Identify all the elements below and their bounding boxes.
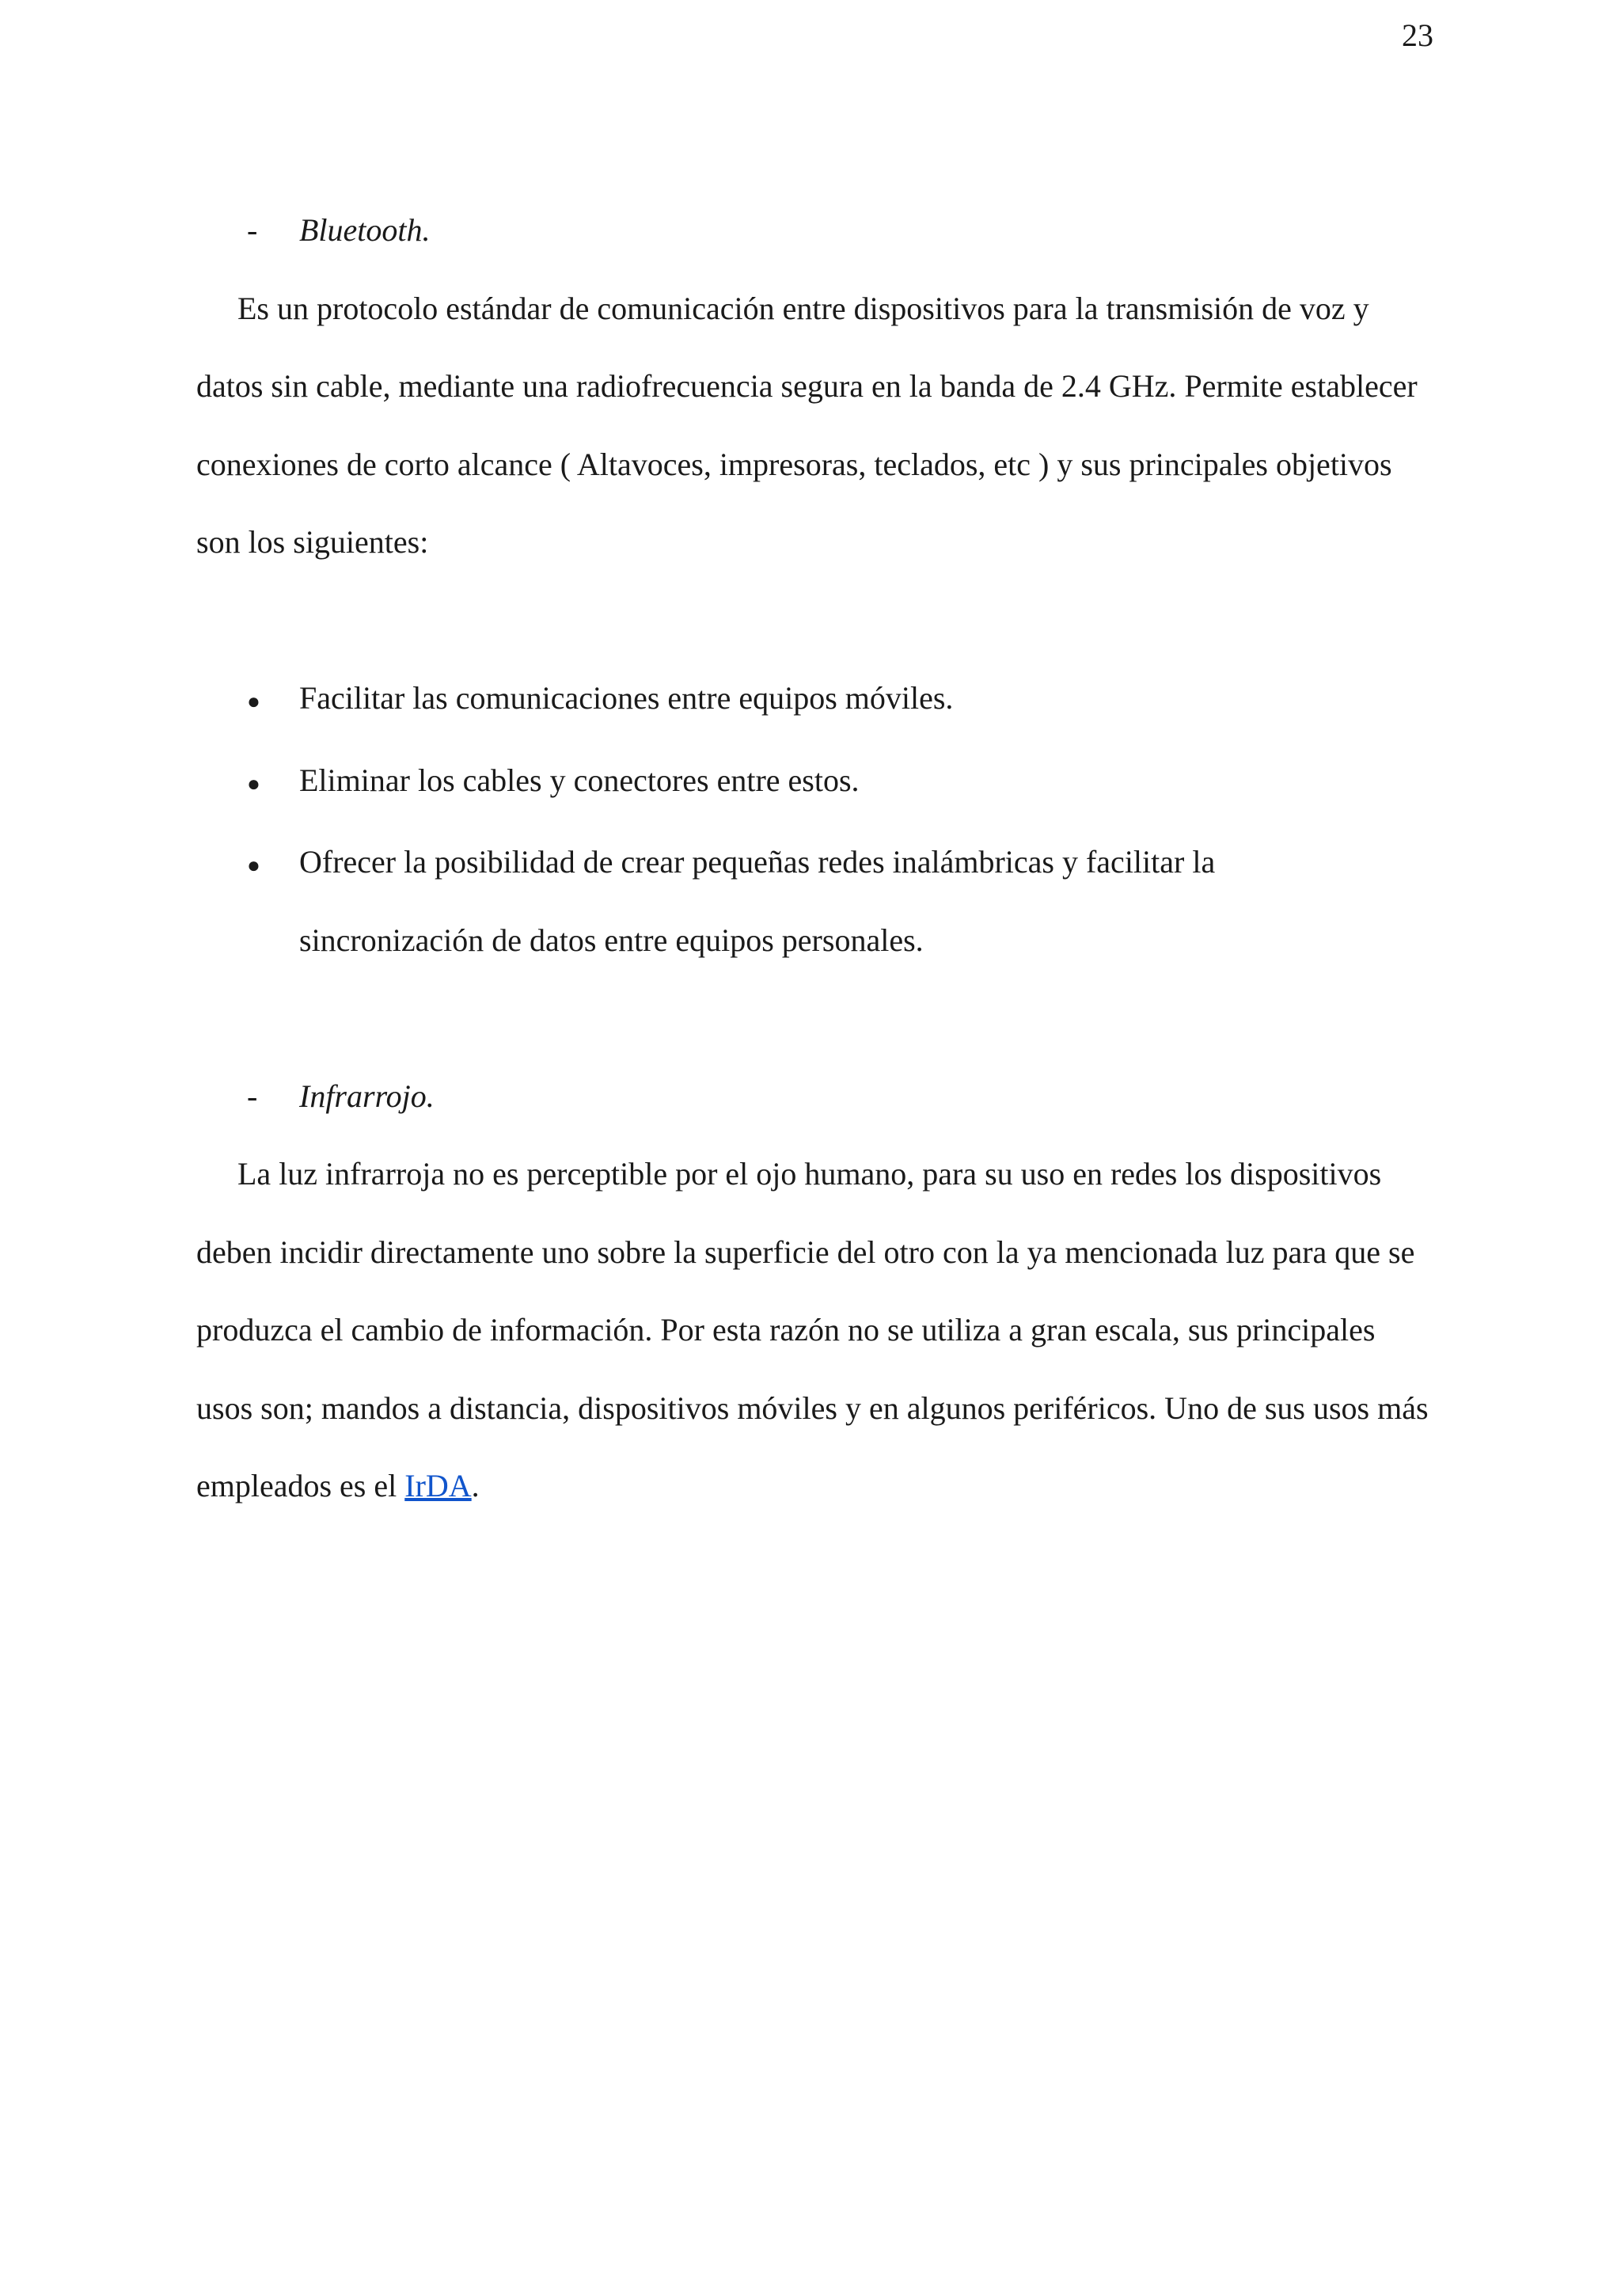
- list-item-text: Facilitar las comunicaciones entre equipos móviles.: [299, 680, 954, 716]
- bluetooth-objectives-list: [196, 660, 1433, 979]
- list-item-text: Eliminar los cables y conectores entre estos.: [299, 762, 860, 798]
- infrarrojo-heading: [196, 1058, 1433, 1136]
- infrarrojo-paragraph: [196, 1135, 1433, 1526]
- list-item-text: Ofrecer la posibilidad de crear pequeñas redes inalámbricas y facilitar la sincronización de datos entre equipos personales.: [299, 844, 1216, 958]
- spacer: [196, 979, 1433, 1058]
- irda-link[interactable]: IrDA: [404, 1468, 472, 1503]
- infrarrojo-paragraph-text: La luz infrarroja no es perceptible por el ojo humano, para su uso en redes los dispositivos deben incidir directamente uno sobre la superficie del otro con la ya mencionada luz para que se produzca el cambio de información. Por esta razón no se utiliza a gran escala, sus principales usos son; mandos a distancia, dispositivos móviles y en algunos periféricos. Uno de sus usos más empleados es el: [196, 1156, 1429, 1503]
- page-content: [196, 192, 1433, 1526]
- bluetooth-paragraph: Es un protocolo estándar de comunicación entre dispositivos para la transmisión de voz y datos sin cable, mediante una radiofrecuencia segura en la banda de 2.4 GHz. Permite establecer conexiones de corto alcance ( Altavoces, impresoras, teclados, etc ) y sus principales objetivos son los siguientes:: [196, 290, 1418, 560]
- list-item: [196, 742, 1433, 824]
- bullet-icon: ●: [247, 771, 260, 796]
- infrarrojo-heading-label: Infrarrojo.: [299, 1078, 435, 1114]
- list-item: [196, 823, 1433, 979]
- spacer: [196, 582, 1433, 660]
- dash-marker: -: [247, 212, 258, 248]
- infrarrojo-paragraph-end: .: [471, 1468, 480, 1503]
- page-number: 23: [1402, 17, 1433, 53]
- bluetooth-heading-label: Bluetooth.: [299, 212, 431, 248]
- bullet-icon: ●: [247, 853, 260, 878]
- bullet-icon: ●: [247, 690, 260, 714]
- bluetooth-heading: [196, 192, 1433, 270]
- dash-marker: -: [247, 1078, 258, 1114]
- list-item: [196, 660, 1433, 742]
